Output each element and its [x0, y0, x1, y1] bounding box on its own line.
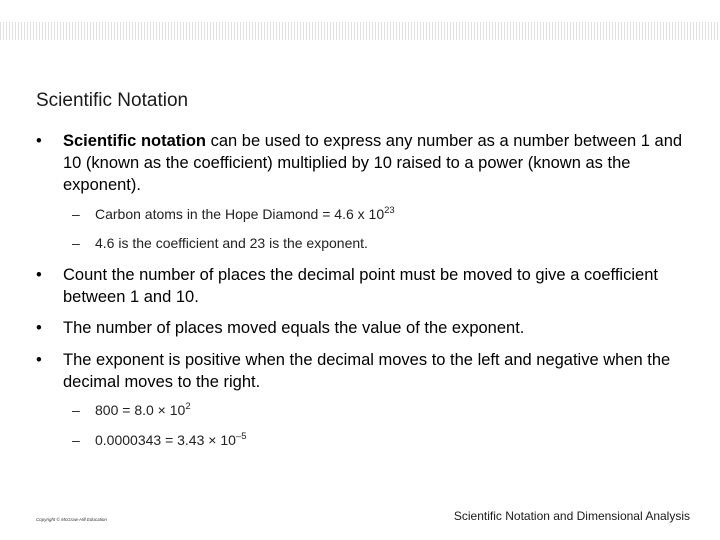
sub-bullet-dash: – — [72, 206, 80, 222]
exponent: 2 — [185, 401, 191, 412]
bullet-body: can be used to express any number as a number between 1 and 10 (known as the coefficient) multiplied by 10 raised to a power (known as the exponent). — [63, 132, 683, 194]
bullet-text-2: Count the number of places the decimal point must be moved to give a coefficient between 1 and 10. — [63, 266, 658, 306]
decorative-band — [0, 22, 720, 40]
bullet-text-4: The exponent is positive when the decimal moves to the left and negative when the decimal moves to the right. — [63, 351, 671, 391]
bullet-marker: • — [36, 351, 42, 369]
sub-bullet-dash: – — [72, 402, 80, 418]
sub-bullet-dash: – — [72, 432, 80, 448]
bullet-marker: • — [36, 319, 42, 337]
copyright-notice: Copyright © McGraw-Hill Education — [36, 517, 107, 522]
bullet-text-1 — [63, 130, 703, 196]
sub-bullet-body: 800 = 8.0 × 10 — [95, 402, 186, 418]
exponent: –5 — [235, 431, 247, 442]
sub-bullet-text — [95, 401, 191, 419]
sub-bullet-text: 4.6 is the coefficient and 23 is the exponent. — [95, 235, 368, 251]
sub-bullet-dash: – — [72, 235, 80, 251]
footer-caption: Scientific Notation and Dimensional Analysis — [453, 509, 690, 523]
slide-title: Scientific Notation — [36, 90, 189, 111]
sub-bullet-body: Carbon atoms in the Hope Diamond = 4.6 x 10 — [95, 206, 385, 222]
bullet-marker: • — [36, 266, 42, 284]
bullet-marker: • — [36, 132, 42, 150]
exponent: 23 — [384, 205, 395, 216]
sub-bullet-body: 0.0000343 = 3.43 × 10 — [95, 432, 236, 448]
bold-term: Scientific notation — [63, 132, 207, 150]
sub-bullet-text — [95, 205, 395, 223]
sub-bullet-text — [95, 431, 247, 449]
bullet-text-3: The number of places moved equals the value of the exponent. — [63, 319, 525, 337]
